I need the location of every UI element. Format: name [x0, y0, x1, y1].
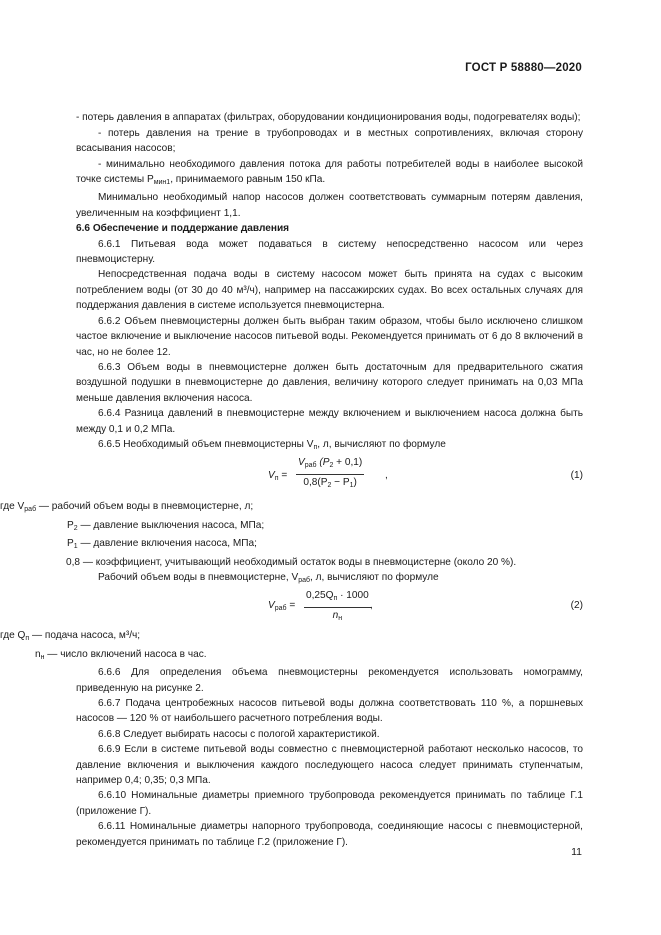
formula-2-eq: =: [289, 600, 296, 612]
f1-den-sub: 2: [327, 481, 332, 489]
paragraph: [76, 727, 583, 742]
paragraph: [76, 237, 583, 268]
def2-0-sub: п: [25, 635, 30, 643]
document-code-header: ГОСТ Р 58880—2020: [465, 62, 582, 74]
paragraph: [76, 696, 583, 727]
definition-item: [0, 499, 583, 517]
def1-2-sub: 1: [73, 543, 78, 551]
def1-2-text: — давление включения насоса, МПа;: [77, 538, 257, 550]
f2-num-a: 0,25Q: [306, 590, 334, 602]
formula-1-eq: =: [281, 470, 288, 482]
f1-num-sub2: 2: [329, 462, 334, 470]
formula-1-number: (1): [570, 470, 583, 482]
intro-item-1: - потерь давления в аппаратах (фильтрах, оборудовании кондиционирования воды, подогревателях воды);: [76, 112, 581, 124]
para-work-volume-sub: раб: [298, 576, 310, 584]
f2-den-a: n: [332, 609, 339, 621]
f2-num-sub: п: [333, 595, 338, 603]
para-work-volume-a: Рабочий объем воды в пневмоцистерне, V: [98, 571, 299, 583]
def1-3-text: — коэффициент, учитывающий необходимый остаток воды в пневмоцистерне (около 20 %).: [80, 556, 517, 568]
section-title: [76, 221, 583, 236]
para-6-6-8: 6.6.8 Следует выбирать насосы с пологой характеристикой.: [98, 728, 380, 740]
list-item: [76, 126, 583, 157]
def1-1-sub: 2: [73, 524, 78, 532]
intro-summary: Минимально необходимый напор насосов должен соответствовать суммарным потерям давления, увеличенным на коэффициент 1,1.: [76, 192, 583, 219]
formula-1-fraction: [296, 455, 364, 493]
def2-0-prefix: где Q: [0, 630, 26, 642]
formula-2-denominator: [304, 607, 371, 626]
def1-0-sub: раб: [24, 506, 37, 514]
document-body: [0, 95, 583, 850]
formula-1-lhs-var: V: [268, 470, 275, 482]
para-6-6-3: 6.6.3 Объем воды в пневмоцистерне должен быть достаточным для предварительного сжатия воздушной подушки в пневмоцистерне до давления, величину которого следует принимать на 0,03 МПа меньше давления включения насоса.: [76, 361, 583, 404]
intro-item-3-tail: , принимаемого равным 150 кПа.: [170, 174, 326, 186]
formula-1-tail: ,: [385, 470, 388, 482]
paragraph: [76, 360, 583, 406]
f1-num-b: (P: [316, 457, 330, 469]
f1-num-a: V: [298, 457, 305, 469]
formula-2-tail: ,: [370, 600, 373, 612]
list-item: [76, 157, 583, 191]
f1-num-sub: раб: [304, 462, 317, 470]
paragraph: [76, 819, 583, 850]
para-6-6-5-b: , л, вычисляют по формуле: [317, 438, 446, 450]
formula-1-denominator: [296, 474, 364, 493]
def2-1-sub: н: [40, 653, 45, 661]
def1-3-prefix: 0,8: [66, 556, 81, 568]
section-title-text: 6.6 Обеспечение и поддержание давления: [76, 223, 290, 235]
paragraph: [76, 788, 583, 819]
paragraph: [76, 406, 583, 437]
para-6-6-1b: Непосредственная подача воды в систему насосом может быть принята на судах с высоким потреблением воды (от 30 до 40 м³/ч), например на пассажирских судах. Во всех остальных случаях для поддержания давления в системе используется пневмоцистерна.: [76, 269, 583, 312]
def1-0-prefix: где V: [0, 501, 25, 513]
para-work-volume-b: , л, вычисляют по формуле: [310, 571, 439, 583]
para-6-6-2: 6.6.2 Объем пневмоцистерны должен быть выбран таким образом, чтобы было исключено слишком частое включение и выключение насосов питьевой воды. Рекомендуется принимать от 6 до 8 включений в час, но не более 12.: [76, 315, 583, 358]
formula-2-fraction: [304, 588, 371, 626]
def1-1-prefix: P: [67, 519, 74, 531]
list-item: [76, 95, 583, 126]
para-6-6-5-subscript: п: [313, 443, 318, 451]
para-6-6-1: 6.6.1 Питьевая вода может подаваться в систему непосредственно насосом или через пневмоцистерну.: [76, 238, 583, 266]
formula-1-lhs-sub: п: [274, 475, 279, 483]
paragraph: [76, 665, 583, 696]
f2-num-b: · 1000: [337, 590, 369, 602]
paragraph: [76, 570, 583, 588]
para-6-6-5-a: 6.6.5 Необходимый объем пневмоцистерны V: [98, 438, 314, 450]
f1-den-c: ): [353, 476, 357, 488]
formula-2-numerator: [304, 588, 371, 606]
def2-1-text: — число включений насоса в час.: [44, 648, 207, 660]
intro-item-3-subscript: мин1: [153, 179, 171, 187]
paragraph: [76, 437, 583, 455]
f2-den-sub: н: [338, 614, 343, 622]
f1-den-a: 0,8(P: [303, 476, 328, 488]
def2-0-text: — подача насоса, м³/ч;: [29, 630, 141, 642]
definition-item: [67, 518, 583, 536]
para-6-6-9: 6.6.9 Если в системе питьевой воды совместно с пневмоцистерной работают несколько насосов, то давление включения и выключения каждого последующего насоса следует принимать ступенчатым, например 0,4; 0,35; 0,3 МПа.: [76, 744, 583, 787]
para-6-6-4: 6.6.4 Разница давлений в пневмоцистерне между включением и выключением насоса должна быть между 0,1 и 0,2 МПа.: [76, 408, 583, 435]
f1-num-c: + 0,1): [333, 457, 363, 469]
formula-1-lhs: [268, 468, 287, 486]
definition-item: [0, 628, 583, 646]
definition-item: [67, 536, 583, 554]
definitions-1: [0, 499, 583, 570]
paragraph: [76, 190, 583, 221]
definition-item: [66, 555, 583, 570]
paragraph: [76, 314, 583, 360]
intro-item-3: - минимально необходимого давления потока для работы потребителей воды в наиболее высокой точке системы P: [76, 158, 583, 186]
def1-0-text: — рабочий объем воды в пневмоцистерне, л;: [36, 501, 254, 513]
def1-2-prefix: P: [67, 538, 74, 550]
f1-den-b: − P: [331, 476, 350, 488]
def1-1-text: — давление выключения насоса, МПа;: [77, 519, 265, 531]
formula-1: [76, 455, 583, 499]
intro-item-2: - потерь давления на трение в трубопроводах и в местных сопротивлениях, включая сторону всасывания насосов;: [76, 127, 583, 155]
definition-item: [35, 647, 583, 665]
paragraph: [76, 267, 583, 313]
formula-2-number: (2): [570, 600, 583, 612]
formula-2-lhs-var: V: [268, 600, 275, 612]
para-6-6-7: 6.6.7 Подача центробежных насосов питьевой воды должна соответствовать 110 %, а поршневых насосов — 120 % от наибольшего расчетного потребления воды.: [76, 698, 583, 725]
definitions-2: [0, 628, 583, 665]
para-6-6-10: 6.6.10 Номинальные диаметры приемного трубопровода рекомендуется принимать по таблице Г.1 (приложение Г).: [76, 790, 583, 817]
page-number: 11: [571, 846, 582, 858]
para-6-6-6: 6.6.6 Для определения объема пневмоцистерны рекомендуется использовать номограмму, приведенную на рисунке 2.: [76, 667, 583, 694]
f1-den-sub2: 1: [349, 481, 354, 489]
para-6-6-11: 6.6.11 Номинальные диаметры напорного трубопровода, соединяющие насосы с пневмоцистерной, рекомендуется принимать по таблице Г.2 (приложение Г).: [76, 821, 583, 848]
formula-2-lhs-sub: раб: [274, 605, 287, 613]
def2-1-prefix: n: [35, 648, 41, 660]
formula-2-lhs: [268, 598, 295, 616]
paragraph: [76, 742, 583, 788]
formula-2: [76, 588, 583, 628]
formula-1-numerator: [296, 455, 364, 473]
